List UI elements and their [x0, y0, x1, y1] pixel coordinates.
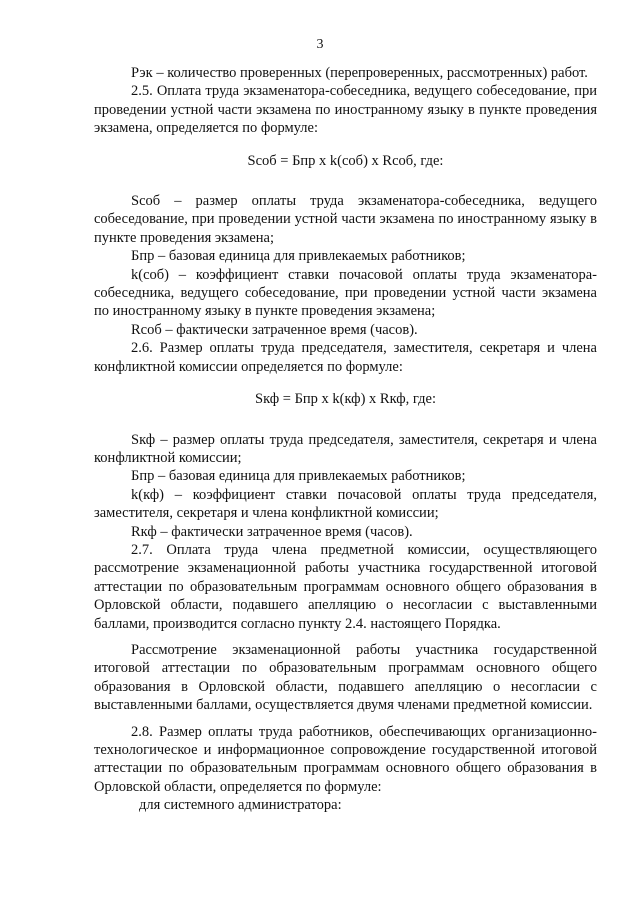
- formula-kf: Sкф = Бпр х k(кф) х Rкф, где:: [255, 391, 436, 408]
- paragraph-kkf-definition: k(кф) – коэффициент ставки почасовой оплаты труда председателя, заместителя, секретаря и члена конфликтной комиссии;: [94, 486, 597, 522]
- paragraph-rek-definition: Рэк – количество проверенных (перепроверенных, рассмотренных) работ.: [131, 65, 588, 81]
- paragraph-skf-definition: Sкф – размер оплаты труда председателя, заместителя, секретаря и члена конфликтной комиссии;: [94, 431, 597, 466]
- paragraph-2-8: 2.8. Размер оплаты труда работников, обеспечивающих организационно-технологическое и информационное сопровождение государственной итоговой аттестации по образовательным программам основного общего образования в Орловской области, определяется по формуле:: [94, 723, 597, 795]
- paragraph-bpr-definition: Бпр – базовая единица для привлекаемых работников;: [131, 248, 466, 265]
- paragraph-ksob-definition: k(соб) – коэффициент ставки почасовой оплаты труда экзаменатора-собеседника, ведущего собеседование, при проведении устной части экзамена по иностранному языку в пункте проведения экзамена;: [94, 266, 597, 320]
- page-number: 3: [316, 37, 324, 52]
- paragraph-bpr-definition-2: Бпр – базовая единица для привлекаемых работников;: [131, 468, 466, 485]
- paragraph-2-7: 2.7. Оплата труда члена предметной комиссии, осуществляющего рассмотрение экзаменационной работы участника государственной итоговой аттестации по образовательным программам основного общего образования в Орловской области, подавшего апелляцию о несогласии с выставленными баллами, производится согласно пункту 2.4. настоящего Порядка.: [94, 541, 597, 632]
- paragraph-sysadmin: для системного администратора:: [139, 797, 342, 814]
- paragraph-ssob-definition: Sсоб – размер оплаты труда экзаменатора-собеседника, ведущего собеседование, при проведении устной части экзамена по иностранному языку в пункте проведения экзамена;: [94, 193, 597, 246]
- paragraph-review: Рассмотрение экзаменационной работы участника государственной итоговой аттестации по образовательным программам основного общего образования в Орловской области, подавшего апелляцию о несогласии с выставленными баллами, осуществляется двумя членами предметной комиссии.: [94, 641, 597, 714]
- paragraph-rsob-definition: Rсоб – фактически затраченное время (часов).: [131, 321, 418, 338]
- paragraph-2-5: 2.5. Оплата труда экзаменатора-собеседника, ведущего собеседование, при проведении устной части экзамена по иностранному языку в пункте проведения экзамена, определяется по формуле:: [94, 83, 597, 137]
- formula-sob: Sсоб = Бпр х k(соб) х Rсоб, где:: [247, 152, 444, 169]
- document-body: [94, 64, 597, 815]
- paragraph-rkf-definition: Rкф – фактически затраченное время (часов).: [131, 523, 413, 540]
- paragraph-2-6: 2.6. Размер оплаты труда председателя, заместителя, секретаря и члена конфликтной комиссии определяется по формуле:: [94, 340, 597, 375]
